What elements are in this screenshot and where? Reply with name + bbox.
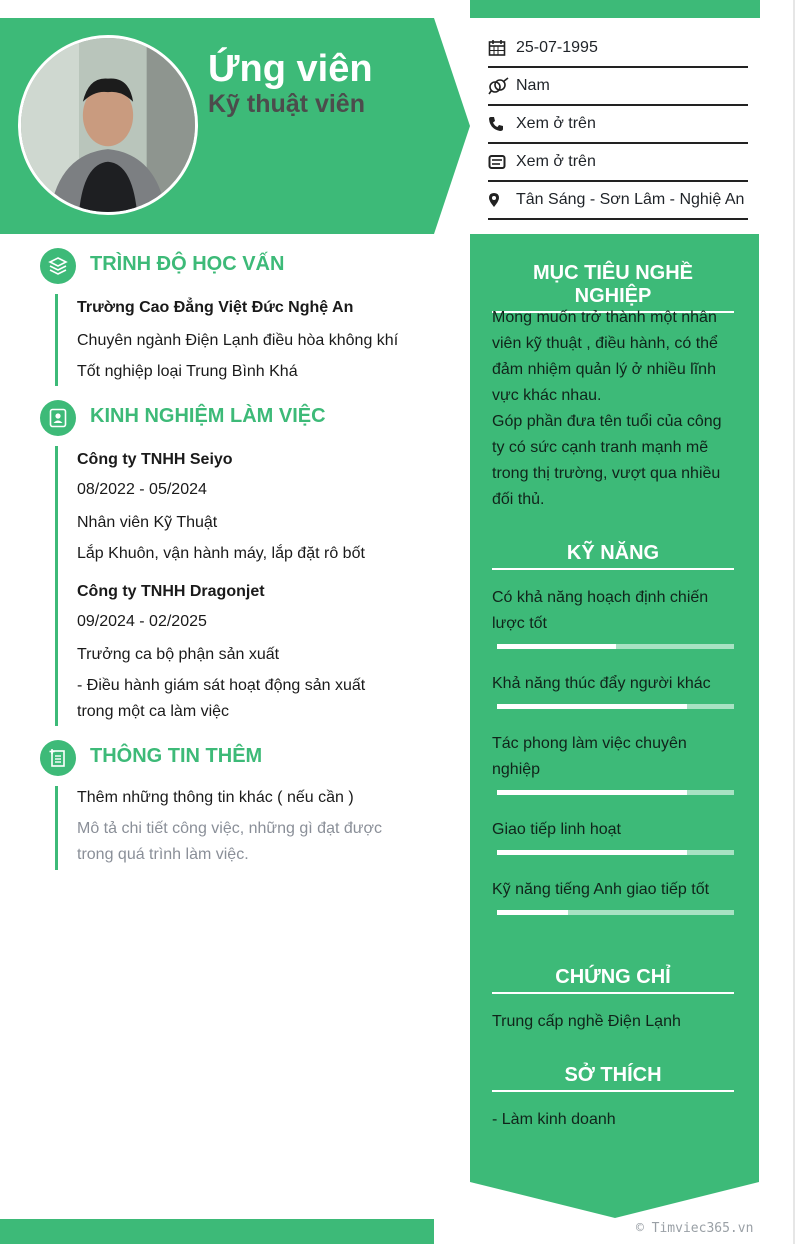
job-period: 09/2024 - 02/2025 [77, 613, 207, 630]
avatar-photo [21, 38, 195, 212]
experience-icon [40, 400, 76, 436]
location-icon [488, 192, 516, 208]
watermark: © Timviec365.vn [636, 1221, 754, 1236]
skill-bar-fill [497, 644, 616, 649]
objective-paragraph-2: Góp phần đưa tên tuổi của công ty có sức cạnh tranh mạnh mẽ trong thị trường, vượt qua nhiều đối thủ. [492, 413, 722, 508]
major: Chuyên ngành Điện Lạnh điều hòa không khí [77, 332, 399, 349]
skill-bar-fill [497, 790, 687, 795]
grade: Tốt nghiệp loại Trung Bình Khá [77, 363, 298, 380]
job-period: 08/2022 - 05/2024 [77, 481, 207, 498]
extra-info-line: Thêm những thông tin khác ( nếu cần ) [77, 789, 354, 806]
skill-label: Tác phong làm việc chuyên nghiệp [492, 735, 687, 778]
contact-phone [488, 106, 748, 144]
extra-info-timeline [55, 786, 58, 870]
address-text: Tân Sáng - Sơn Lâm - Nghiệ An [516, 191, 745, 208]
skill-label: Khả năng thúc đẩy người khác [492, 675, 711, 692]
job-title: Kỹ thuật viên [208, 90, 365, 118]
skill-label: Giao tiếp linh hoạt [492, 821, 621, 838]
certificate-item: Trung cấp nghề Điện Lạnh [492, 1013, 681, 1030]
job-position: Nhân viên Kỹ Thuật [77, 514, 218, 531]
mail-icon [488, 154, 516, 170]
calendar-icon [488, 39, 516, 57]
contact-address [488, 182, 748, 220]
certificates-title: CHỨNG CHỈ [492, 966, 734, 994]
job-position: Trưởng ca bộ phận sản xuất [77, 646, 280, 663]
extra-info-icon [40, 740, 76, 776]
top-accent-bar [470, 0, 760, 18]
education-title: TRÌNH ĐỘ HỌC VẤN [90, 253, 285, 275]
company-name: Công ty TNHH Dragonjet [77, 583, 265, 600]
school-name: Trường Cao Đẳng Việt Đức Nghệ An [77, 299, 354, 316]
hobbies-title: SỞ THÍCH [492, 1064, 734, 1092]
experience-timeline [55, 446, 58, 726]
gender-icon [488, 77, 516, 95]
phone-icon [488, 116, 516, 132]
skill-bar-fill [497, 910, 568, 915]
skill-label: Kỹ năng tiếng Anh giao tiếp tốt [492, 881, 710, 898]
skill-bar [497, 910, 734, 915]
email-text: Xem ở trên [516, 153, 596, 170]
candidate-name: Ứng viên [208, 48, 373, 90]
job-description: Lắp Khuôn, vận hành máy, lắp đặt rô bốt [77, 545, 365, 562]
birthday-text: 25-07-1995 [516, 39, 598, 56]
skill-bar [497, 850, 734, 855]
skill-bar-fill [497, 850, 687, 855]
skill-bar [497, 790, 734, 795]
company-name: Công ty TNHH Seiyo [77, 451, 233, 468]
hobby-item: - Làm kinh doanh [492, 1111, 616, 1128]
objective-title: MỤC TIÊU NGHỀ NGHIỆP [492, 262, 734, 313]
contact-birthday [488, 30, 748, 68]
skill-label: Có khả năng hoạch định chiến lược tốt [492, 589, 709, 632]
experience-title: KINH NGHIỆM LÀM VIỆC [90, 405, 326, 427]
job-description: - Điều hành giám sát hoạt động sản xuất trong một ca làm việc [77, 677, 366, 720]
page-edge [793, 0, 795, 1244]
contact-gender [488, 68, 748, 106]
skill-bar [497, 704, 734, 709]
education-icon [40, 248, 76, 284]
avatar [18, 35, 198, 215]
education-timeline [55, 294, 58, 386]
extra-info-placeholder: Mô tả chi tiết công việc, những gì đạt được trong quá trình làm việc. [77, 820, 382, 863]
extra-info-title: THÔNG TIN THÊM [90, 745, 263, 767]
skill-bar [497, 644, 734, 649]
phone-text: Xem ở trên [516, 115, 596, 132]
objective-paragraph-1: Mong muốn trở thành một nhân viên kỹ thuật , điều hành, có thể đảm nhiệm quản lý ở nhiều lĩnh vực khác nhau. [492, 309, 718, 404]
bottom-accent-bar [0, 1219, 434, 1244]
gender-text: Nam [516, 77, 550, 94]
skills-title: KỸ NĂNG [492, 542, 734, 570]
skill-bar-fill [497, 704, 687, 709]
contact-email [488, 144, 748, 182]
